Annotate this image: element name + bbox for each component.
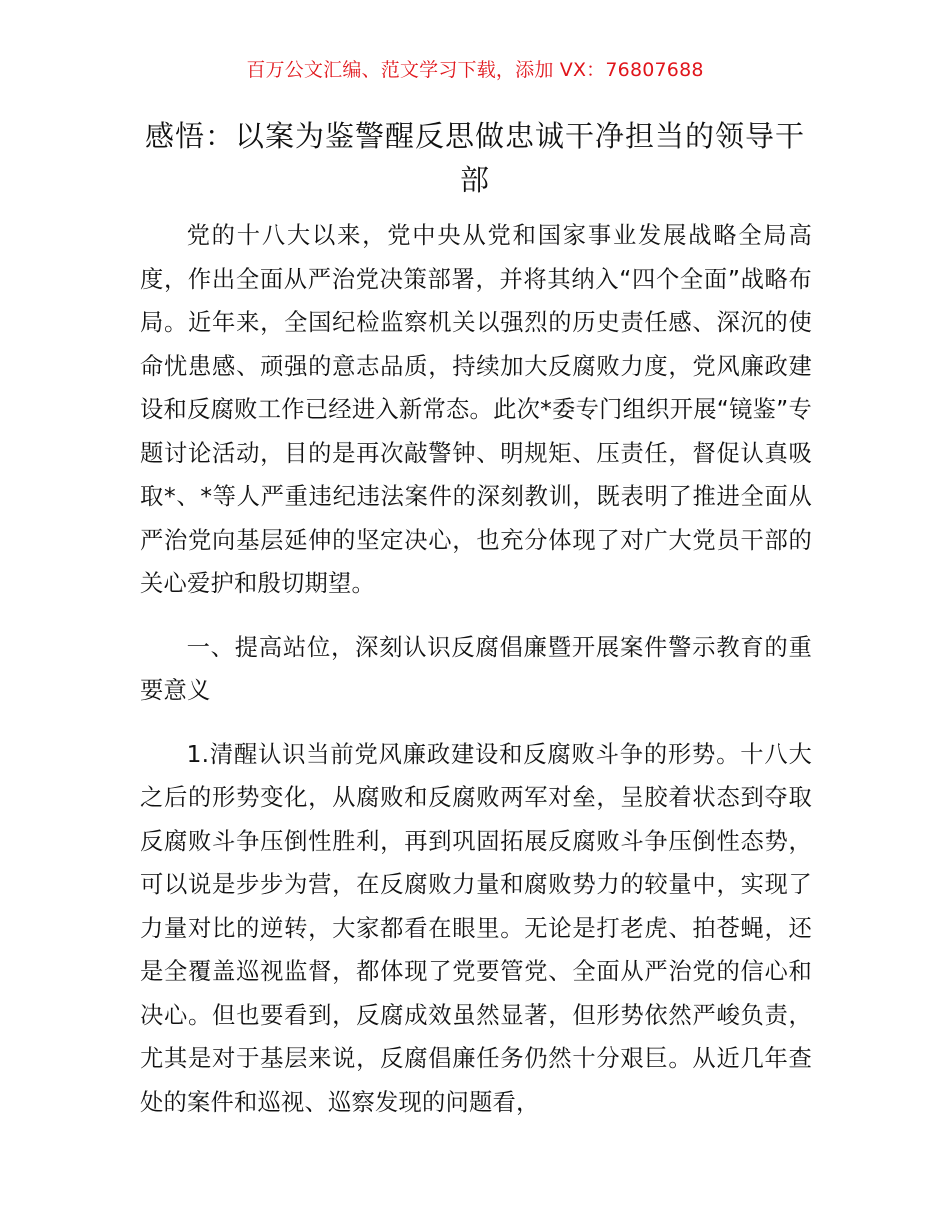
header-watermark: 百万公文汇编、范文学习下载，添加 VX：76807688: [246, 59, 704, 81]
paragraph-intro: 党的十八大以来，党中央从党和国家事业发展战略全局高度，作出全面从严治党决策部署，并将其纳入“四个全面”战略布局。近年来，全国纪检监察机关以强烈的历史责任感、深沉的使命忧患感、顽强的意志品质，持续加大反腐败力度，党风廉政建设和反腐败工作已经进入新常态。此次*委专门组织开展“镜鉴”专题讨论活动，目的是再次敲警钟、明规矩、压责任，督促认真吸取*、*等人严重违纪违法案件的深刻教训，既表明了推进全面从严治党向基层延伸的坚定决心，也充分体现了对广大党员干部的关心爱护和殷切期望。: [140, 222, 812, 597]
section-heading-1: 一、提高站位，深刻认识反腐倡廉暨开展案件警示教育的重要意义: [140, 633, 812, 704]
document-body: [140, 214, 812, 1144]
document-title: 感悟：以案为鉴警醒反思做忠诚干净担当的领导干部: [144, 119, 805, 197]
paragraph-section-1-1: 1.清醒认识当前党风廉政建设和反腐败斗争的形势。十八大之后的形势变化，从腐败和反腐败两军对垒，呈胶着状态到夺取反腐败斗争压倒性胜利，再到巩固拓展反腐败斗争压倒性态势，可以说是步步为营，在反腐败力量和腐败势力的较量中，实现了力量对比的逆转，大家都看在眼里。无论是打老虎、拍苍蝇，还是全覆盖巡视监督，都体现了党要管党、全面从严治党的信心和决心。但也要看到，反腐成效虽然显著，但形势依然严峻负责，尤其是对于基层来说，反腐倡廉任务仍然十分艰巨。从近几年查处的案件和巡视、巡察发现的问题看，: [140, 740, 812, 1116]
